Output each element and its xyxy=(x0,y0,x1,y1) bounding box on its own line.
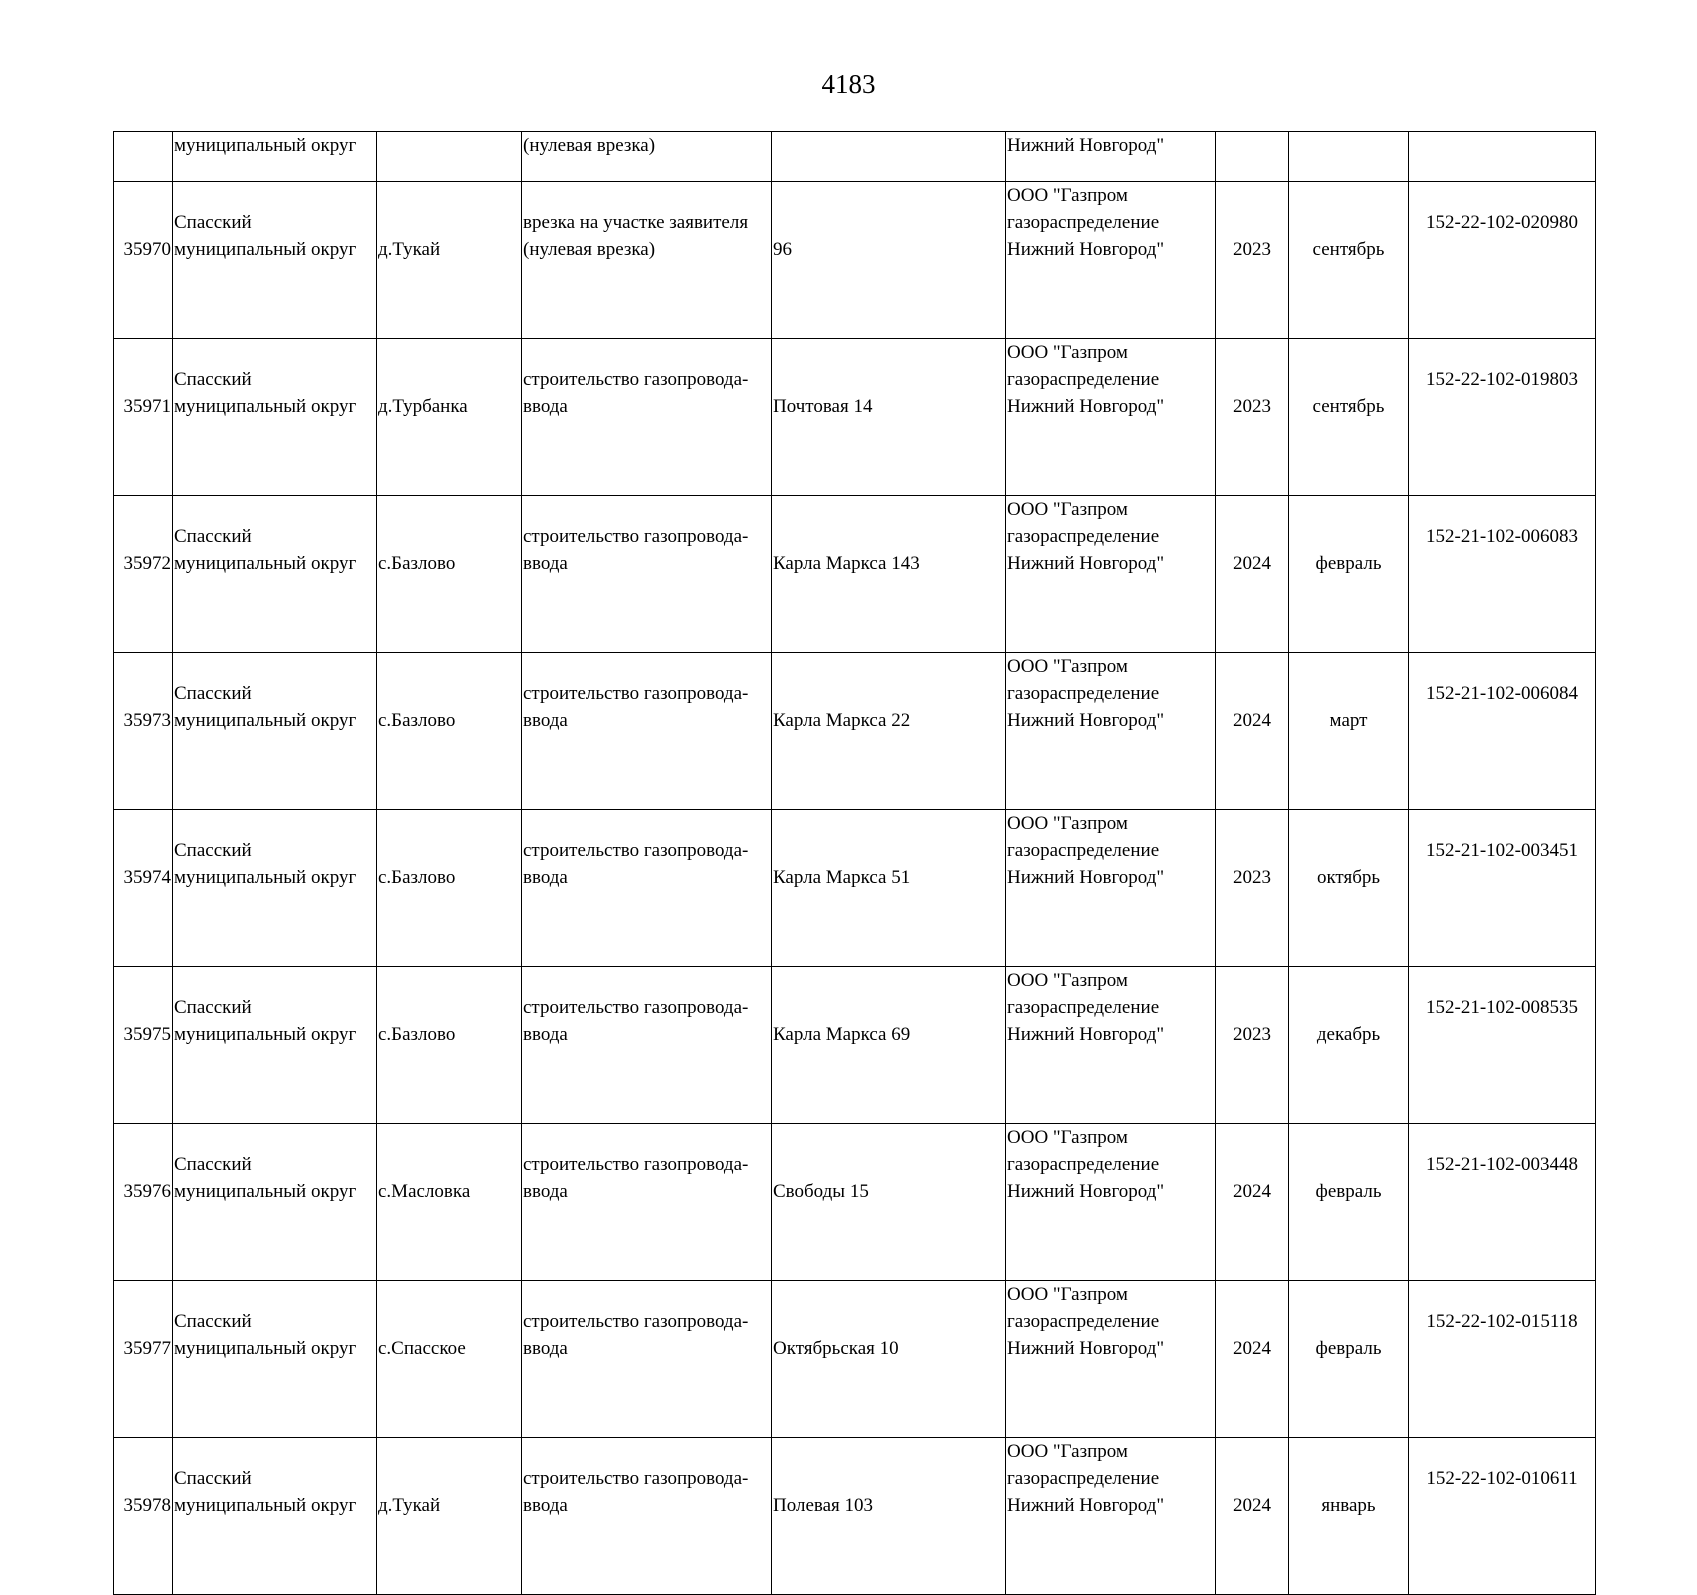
cell-locality: д.Тукай xyxy=(377,1438,522,1595)
table-row xyxy=(114,1281,1596,1438)
district-line-1: Спасский xyxy=(174,1468,252,1489)
cell-locality: с.Базлово xyxy=(377,810,522,967)
cell-year xyxy=(1216,132,1289,182)
cell-year: 2024 xyxy=(1216,1438,1289,1595)
register-table xyxy=(113,131,1596,1595)
cell-locality: д.Тукай xyxy=(377,182,522,339)
table-row xyxy=(114,967,1596,1124)
cell-num: 35973 xyxy=(114,653,173,810)
cell-work xyxy=(522,967,772,1124)
cell-year: 2023 xyxy=(1216,182,1289,339)
work-line-1: врезка на участке заявителя xyxy=(523,212,749,233)
cell-org: Нижний Новгород" xyxy=(1006,132,1216,182)
cell-locality: с.Базлово xyxy=(377,967,522,1124)
cell-address: Октябрьская 10 xyxy=(772,1281,1006,1438)
cell-num: 35974 xyxy=(114,810,173,967)
cell-district xyxy=(173,1281,377,1438)
work-line-2: ввода xyxy=(523,1338,568,1359)
table-row xyxy=(114,810,1596,967)
cell-year: 2023 xyxy=(1216,810,1289,967)
cell-org xyxy=(1006,1281,1216,1438)
cell-work xyxy=(522,496,772,653)
district-line-1: Спасский xyxy=(174,1311,252,1332)
cell-district xyxy=(173,1438,377,1595)
cell-code: 152-22-102-010611 xyxy=(1409,1438,1596,1595)
work-line-1: строительство газопровода- xyxy=(523,526,749,547)
cell-code: 152-21-102-003451 xyxy=(1409,810,1596,967)
org-line-3: Нижний Новгород" xyxy=(1007,239,1165,260)
work-line-2: ввода xyxy=(523,553,568,574)
org-line-2: газораспределение xyxy=(1007,840,1160,861)
cell-address: Свободы 15 xyxy=(772,1124,1006,1281)
org-line-2: газораспределение xyxy=(1007,526,1160,547)
cell-num xyxy=(114,132,173,182)
cell-locality: с.Спасское xyxy=(377,1281,522,1438)
page-number: 4183 xyxy=(821,69,876,99)
org-line-2: газораспределение xyxy=(1007,1154,1160,1175)
cell-code: 152-21-102-006084 xyxy=(1409,653,1596,810)
cell-code: 152-22-102-019803 xyxy=(1409,339,1596,496)
org-line-2: газораспределение xyxy=(1007,212,1160,233)
org-line-2: газораспределение xyxy=(1007,1311,1160,1332)
cell-month: январь xyxy=(1289,1438,1409,1595)
org-line-1: ООО "Газпром xyxy=(1007,1284,1128,1305)
cell-month: декабрь xyxy=(1289,967,1409,1124)
cell-month: февраль xyxy=(1289,496,1409,653)
cell-num: 35972 xyxy=(114,496,173,653)
cell-work: (нулевая врезка) xyxy=(522,132,772,182)
cell-district xyxy=(173,339,377,496)
district-line-2: муниципальный округ xyxy=(174,710,357,731)
work-line-1: строительство газопровода- xyxy=(523,1311,749,1332)
cell-org xyxy=(1006,496,1216,653)
org-line-3: Нижний Новгород" xyxy=(1007,1338,1165,1359)
cell-org xyxy=(1006,810,1216,967)
district-line-2: муниципальный округ xyxy=(174,239,357,260)
cell-address: Карла Маркса 22 xyxy=(772,653,1006,810)
cell-locality: с.Базлово xyxy=(377,496,522,653)
org-line-1: ООО "Газпром xyxy=(1007,342,1128,363)
cell-work xyxy=(522,339,772,496)
cell-work xyxy=(522,182,772,339)
cell-address xyxy=(772,132,1006,182)
cell-org xyxy=(1006,653,1216,810)
work-line-1: строительство газопровода- xyxy=(523,369,749,390)
cell-work xyxy=(522,653,772,810)
cell-district xyxy=(173,810,377,967)
table-row xyxy=(114,1438,1596,1595)
district-line-1: Спасский xyxy=(174,369,252,390)
cell-locality: с.Базлово xyxy=(377,653,522,810)
org-line-1: ООО "Газпром xyxy=(1007,1441,1128,1462)
org-line-3: Нижний Новгород" xyxy=(1007,1024,1165,1045)
work-line-2: ввода xyxy=(523,710,568,731)
cell-year: 2023 xyxy=(1216,339,1289,496)
work-line-2: ввода xyxy=(523,1024,568,1045)
cell-num: 35975 xyxy=(114,967,173,1124)
org-line-1: ООО "Газпром xyxy=(1007,813,1128,834)
cell-work xyxy=(522,1124,772,1281)
cell-address: Карла Маркса 69 xyxy=(772,967,1006,1124)
work-line-1: строительство газопровода- xyxy=(523,1154,749,1175)
table-row xyxy=(114,339,1596,496)
work-line-2: ввода xyxy=(523,396,568,417)
cell-work xyxy=(522,1281,772,1438)
work-line-2: ввода xyxy=(523,1181,568,1202)
cell-code: 152-22-102-015118 xyxy=(1409,1281,1596,1438)
cell-month xyxy=(1289,132,1409,182)
district-line-1: Спасский xyxy=(174,212,252,233)
cell-address: Карла Маркса 143 xyxy=(772,496,1006,653)
cell-month: февраль xyxy=(1289,1281,1409,1438)
work-line-1: строительство газопровода- xyxy=(523,1468,749,1489)
cell-district xyxy=(173,182,377,339)
org-line-1: ООО "Газпром xyxy=(1007,656,1128,677)
org-line-1: ООО "Газпром xyxy=(1007,185,1128,206)
org-line-2: газораспределение xyxy=(1007,369,1160,390)
district-line-2: муниципальный округ xyxy=(174,867,357,888)
cell-district xyxy=(173,967,377,1124)
cell-address: Карла Маркса 51 xyxy=(772,810,1006,967)
cell-locality xyxy=(377,132,522,182)
table-row xyxy=(114,1124,1596,1281)
cell-year: 2024 xyxy=(1216,653,1289,810)
district-line-2: муниципальный округ xyxy=(174,1181,357,1202)
org-line-3: Нижний Новгород" xyxy=(1007,1181,1165,1202)
district-line-2: муниципальный округ xyxy=(174,1338,357,1359)
cell-num: 35978 xyxy=(114,1438,173,1595)
cell-code: 152-21-102-006083 xyxy=(1409,496,1596,653)
cell-year: 2024 xyxy=(1216,1281,1289,1438)
district-line-2: муниципальный округ xyxy=(174,1024,357,1045)
org-line-2: газораспределение xyxy=(1007,683,1160,704)
org-line-3: Нижний Новгород" xyxy=(1007,396,1165,417)
table-row xyxy=(114,653,1596,810)
org-line-3: Нижний Новгород" xyxy=(1007,553,1165,574)
cell-address: 96 xyxy=(772,182,1006,339)
cell-address: Почтовая 14 xyxy=(772,339,1006,496)
district-line-1: Спасский xyxy=(174,526,252,547)
cell-work xyxy=(522,810,772,967)
org-line-1: ООО "Газпром xyxy=(1007,499,1128,520)
cell-org xyxy=(1006,1124,1216,1281)
district-line-2: муниципальный округ xyxy=(174,1495,357,1516)
cell-month: октябрь xyxy=(1289,810,1409,967)
table-row xyxy=(114,182,1596,339)
work-line-2: ввода xyxy=(523,1495,568,1516)
org-line-3: Нижний Новгород" xyxy=(1007,867,1165,888)
org-line-1: ООО "Газпром xyxy=(1007,970,1128,991)
table-body xyxy=(114,132,1596,1595)
cell-code: 152-21-102-008535 xyxy=(1409,967,1596,1124)
cell-year: 2024 xyxy=(1216,496,1289,653)
cell-district xyxy=(173,1124,377,1281)
cell-num: 35977 xyxy=(114,1281,173,1438)
work-line-2: ввода xyxy=(523,867,568,888)
org-line-1: ООО "Газпром xyxy=(1007,1127,1128,1148)
district-line-2: муниципальный округ xyxy=(174,553,357,574)
district-line-1: Спасский xyxy=(174,997,252,1018)
district-line-1: Спасский xyxy=(174,840,252,861)
cell-num: 35970 xyxy=(114,182,173,339)
cell-org xyxy=(1006,182,1216,339)
work-line-1: строительство газопровода- xyxy=(523,683,749,704)
cell-org xyxy=(1006,967,1216,1124)
cell-locality: д.Турбанка xyxy=(377,339,522,496)
org-line-2: газораспределение xyxy=(1007,997,1160,1018)
cell-year: 2023 xyxy=(1216,967,1289,1124)
cell-district xyxy=(173,496,377,653)
cell-year: 2024 xyxy=(1216,1124,1289,1281)
cell-district xyxy=(173,653,377,810)
cell-month: март xyxy=(1289,653,1409,810)
cell-work xyxy=(522,1438,772,1595)
cell-num: 35971 xyxy=(114,339,173,496)
cell-district: муниципальный округ xyxy=(173,132,377,182)
cell-locality: с.Масловка xyxy=(377,1124,522,1281)
cell-code: 152-22-102-020980 xyxy=(1409,182,1596,339)
district-line-2: муниципальный округ xyxy=(174,396,357,417)
district-line-1: Спасский xyxy=(174,683,252,704)
cell-org xyxy=(1006,1438,1216,1595)
org-line-3: Нижний Новгород" xyxy=(1007,1495,1165,1516)
work-line-2: (нулевая врезка) xyxy=(523,239,656,260)
district-line-1: Спасский xyxy=(174,1154,252,1175)
cell-month: февраль xyxy=(1289,1124,1409,1281)
continuation-row xyxy=(114,132,1596,182)
org-line-2: газораспределение xyxy=(1007,1468,1160,1489)
cell-code xyxy=(1409,132,1596,182)
work-line-1: строительство газопровода- xyxy=(523,997,749,1018)
org-line-3: Нижний Новгород" xyxy=(1007,710,1165,731)
cell-month: сентябрь xyxy=(1289,182,1409,339)
work-line-1: строительство газопровода- xyxy=(523,840,749,861)
cell-org xyxy=(1006,339,1216,496)
cell-month: сентябрь xyxy=(1289,339,1409,496)
cell-num: 35976 xyxy=(114,1124,173,1281)
table-row xyxy=(114,496,1596,653)
cell-code: 152-21-102-003448 xyxy=(1409,1124,1596,1281)
cell-address: Полевая 103 xyxy=(772,1438,1006,1595)
